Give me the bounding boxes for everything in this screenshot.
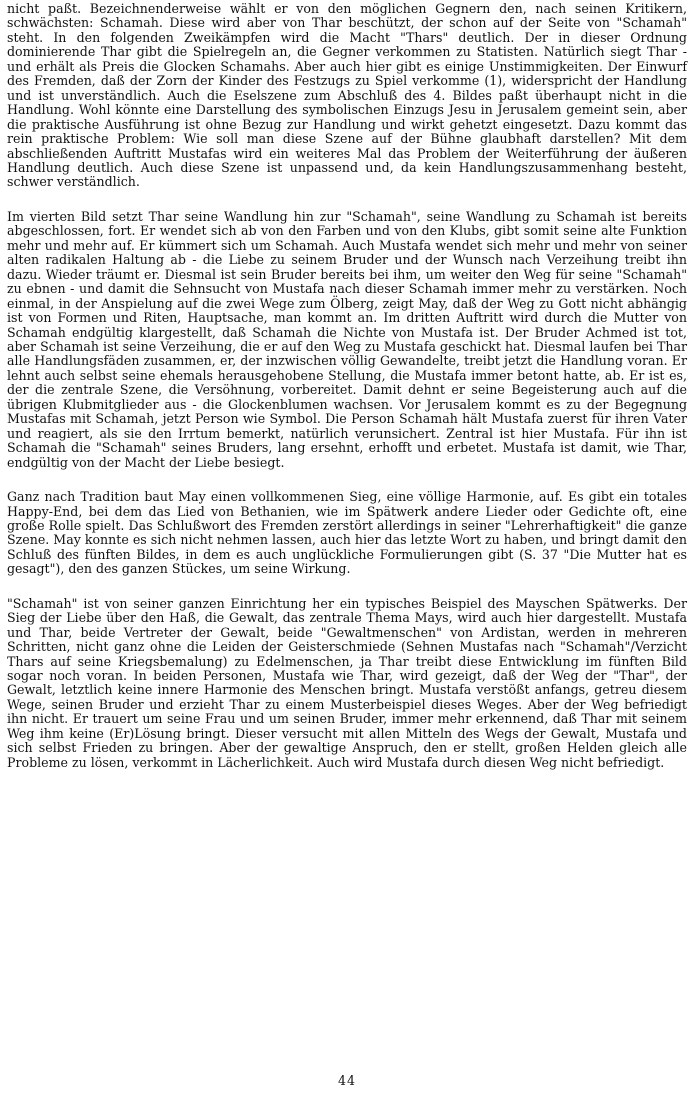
page-number: 44: [337, 1072, 357, 1088]
paragraph-4: "Schamah" ist von seiner ganzen Einrichtung her ein typisches Beispiel des Mayschen Spätwerks. Der Sieg der Liebe über den Haß, die Gewalt, das zentrale Thema Mays, wird auch hier dargestellt. Mustafa und Thar, beide Vertreter der Gewalt, beide "Gewaltmenschen" von Ardistan, werden in mehreren Schritten, nicht ganz ohne die Leiden der Geisterschmiede (Sehnen Mustafas nach "Schamah"/Verzicht Thars auf seine Kriegsbemalung) zu Edelmenschen, ja Thar treibt diese Entwicklung im fünften Bild sogar noch voran. In beiden Personen, Mustafa wie Thar, wird gezeigt, daß der Weg der "Thar", der Gewalt, letztlich keine innere Harmonie des Menschen bringt. Mustafa verstößt anfangs, getreu diesem Wege, seinen Bruder und erzieht Thar zu einem Musterbeispiel dieses Weges. Aber der Weg befriedigt ihn nicht. Er trauert um seine Frau und um seinen Bruder, immer mehr erkennend, daß Thar mit seinem Weg ihm keine (Er)Lösung bringt. Dieser versucht mit allen Mitteln des Wegs der Gewalt, Mustafa und sich selbst Frieden zu bringen. Aber der gewaltige Anspruch, den er stellt, großen Helden gleich alle Probleme zu lösen, verkommt in Lächerlichkeit. Auch wird Mustafa durch diesen Weg nicht befriedigt.: [7, 595, 687, 770]
paragraph-3: Ganz nach Tradition baut May einen vollkommenen Sieg, eine völlige Harmonie, auf. Es gibt ein totales Happy-End, bei dem das Lied von Bethanien, wie im Spätwerk andere Lieder oder Gedichte oft, eine große Rolle spielt. Das Schlußwort des Fremden zerstört allerdings in seiner "Lehrerhaftigkeit" die ganze Szene. May konnte es sich nicht nehmen lassen, auch hier das letzte Wort zu haben, und bringt damit den Schluß des fünften Bildes, in dem es auch unglückliche Formulierungen gibt (S. 37 "Die Mutter hat es gesagt"), den des ganzen Stückes, um seine Wirkung.: [7, 489, 687, 577]
paragraph-2: Im vierten Bild setzt Thar seine Wandlung hin zur "Schamah", seine Wandlung zu Schamah ist bereits abgeschlossen, fort. Er wendet sich ab von den Farben und von den Klubs, gibt somit seine alte Funktion mehr und mehr auf. Er kümmert sich um Schamah. Auch Mustafa wendet sich mehr und mehr von seiner alten radikalen Haltung ab - die Liebe zu seinem Bruder und der Wunsch nach Verzeihung treibt ihn dazu. Wieder träumt er. Diesmal ist sein Bruder bereits bei ihm, um weiter den Weg für seine "Schamah" zu ebnen - und damit die Sehnsucht von Mustafa nach dieser Schamah immer mehr zu verstärken. Noch einmal, in der Anspielung auf die zwei Wege zum Ölberg, zeigt May, daß der Weg zu Gott nicht abhängig ist von Formen und Riten, Hauptsache, man kommt an. Im dritten Auftritt wird durch die Mutter von Schamah endgültig klargestellt, daß Schamah die Nichte von Mustafa ist. Der Bruder Achmed ist tot, aber Schamah ist seine Verzeihung, die er auf den Weg zu Mustafa geschickt hat. Diesmal laufen bei Thar alle Handlungsfäden zusammen, er, der inzwischen völlig Gewandelte, treibt jetzt die Handlung voran. Er lehnt auch selbst seine ehemals herausgehobene Stellung, die Mustafa immer betont hatte, ab. Er ist es, der die zentrale Szene, die Versöhnung, vorbereitet. Damit dehnt er seine Begeisterung auch auf die übrigen Klubmitglieder aus - die Glockenblumen wachsen. Vor Jerusalem kommt es zu der Begegnung Mustafas mit Schamah, jetzt Person wie Symbol. Die Person Schamah hält Mustafa zuerst für ihren Vater und reagiert, als sie den Irrtum bemerkt, natürlich verunsichert. Zentral ist hier Mustafa. Für ihn ist Schamah die "Schamah" seines Bruders, lang ersehnt, erhofft und erbetet. Mustafa ist damit, wie Thar, endgültig von der Macht der Liebe besiegt.: [7, 208, 687, 470]
paragraph-1: nicht paßt. Bezeichnenderweise wählt er von den möglichen Gegnern den, nach seinen Kritikern, schwächsten: Schamah. Diese wird aber von Thar beschützt, der schon auf der Seite von "Schamah" steht. In den folgenden Zweikämpfen wird die Macht "Thars" deutlich. Der in dieser Ordnung dominierende Thar gibt die Spielregeln an, die Gegner verkommen zu Statisten. Natürlich siegt Thar - und erhält als Preis die Glocken Schamahs. Aber auch hier gibt es einige Unstimmigkeiten. Der Einwurf des Fremden, daß der Zorn der Kinder des Festzugs zu Spiel verkomme (1), widerspricht der Handlung und ist unverständlich. Auch die Eselszene zum Abschluß des 4. Bildes paßt überhaupt nicht in die Handlung. Wohl könnte eine Darstellung des symbolischen Einzugs Jesu in Jerusalem gemeint sein, aber die praktische Ausführung ist ohne Bezug zur Handlung und wirkt gehetzt eingesetzt. Dazu kommt das rein praktische Problem: Wie soll man diese Szene auf der Bühne glaubhaft darstellen? Mit dem abschließenden Auftritt Mustafas wird ein weiteres Mal das Problem der Weiterführung der äußeren Handlung deutlich. Auch diese Szene ist unpassend und, da kein Handlungszusammenhang besteht, schwer verständlich.: [7, 1, 687, 190]
